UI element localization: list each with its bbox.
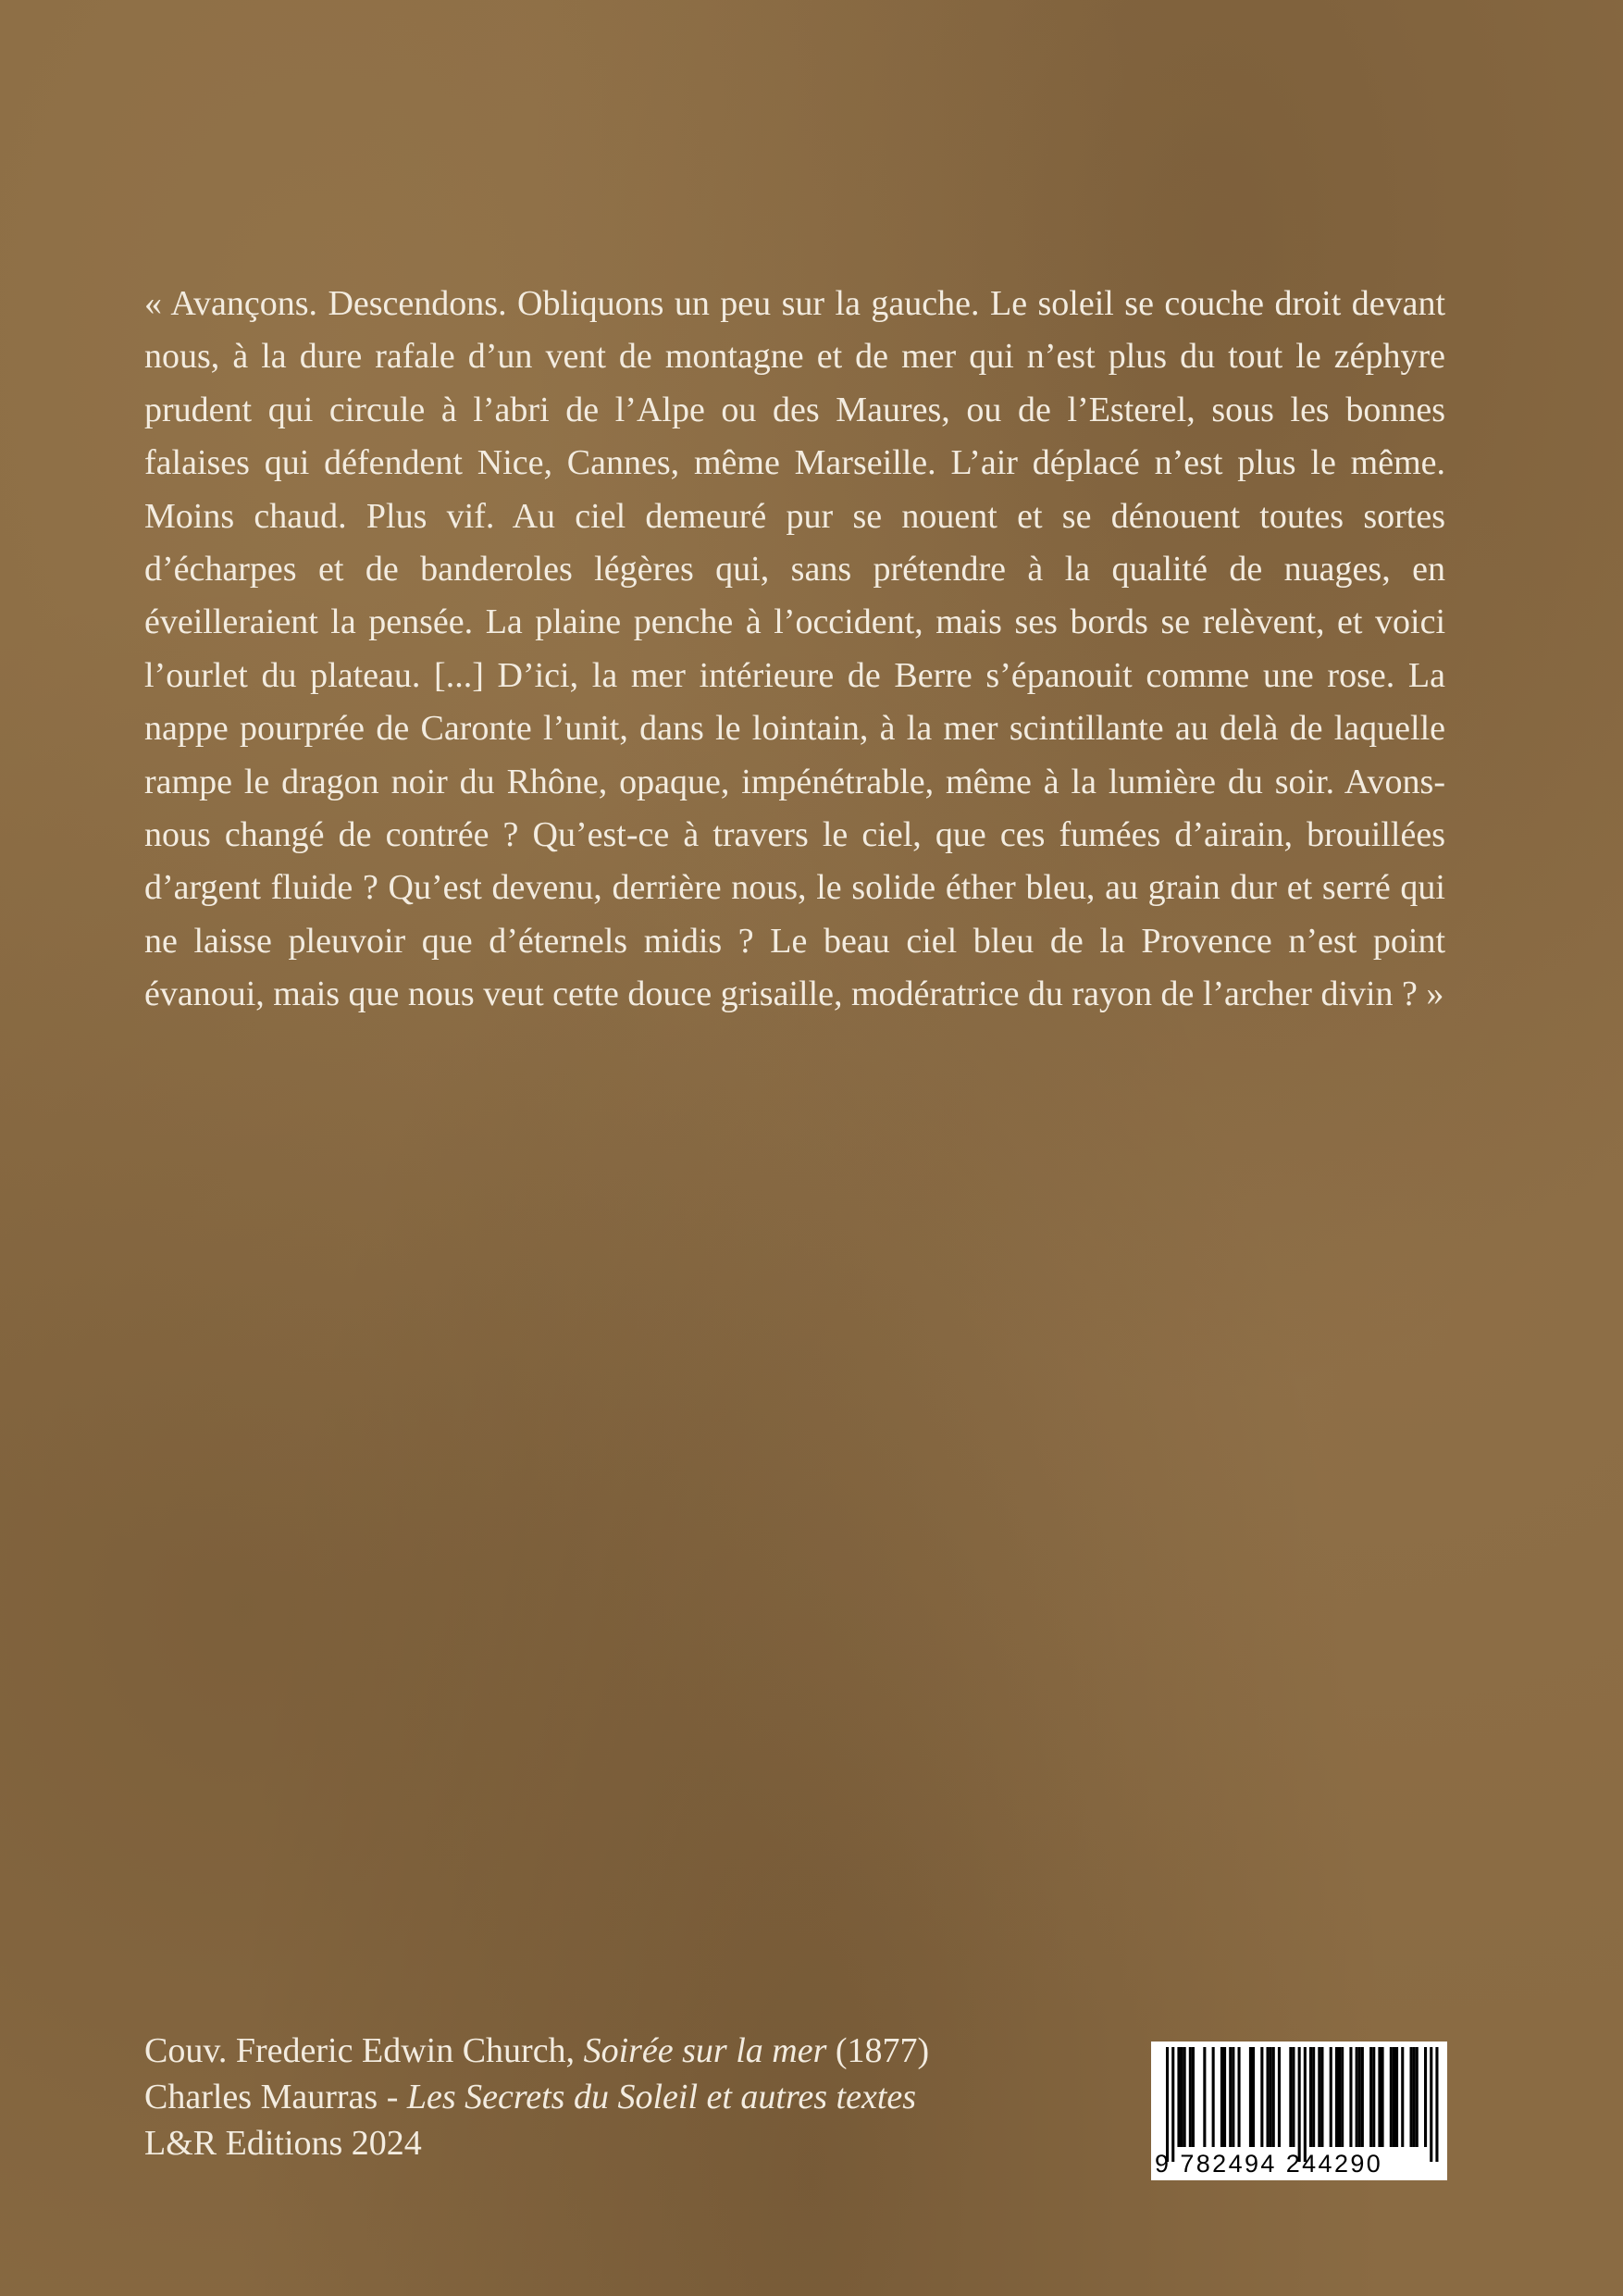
isbn-digits: 9 782494 244290	[1155, 2150, 1383, 2178]
cover-credit-prefix: Couv. Frederic Edwin Church,	[144, 2031, 584, 2070]
barcode-bar-2	[1177, 2047, 1180, 2147]
barcode-bar-20	[1278, 2047, 1281, 2147]
barcode-bar-48	[1424, 2047, 1427, 2147]
book-title: Les Secrets du Soleil et autres textes	[406, 2078, 917, 2116]
barcode-bar-37	[1369, 2047, 1372, 2147]
barcode-bar-19	[1272, 2047, 1275, 2147]
publisher-line: L&R Editions 2024	[144, 2124, 422, 2163]
barcode-bar-45	[1410, 2047, 1413, 2147]
cover-painting-year: (1877)	[826, 2031, 930, 2070]
barcode-bar-3	[1181, 2047, 1183, 2147]
barcode-bar-40	[1381, 2047, 1384, 2147]
barcode-bar-44	[1401, 2047, 1404, 2147]
barcode-bar-6	[1192, 2047, 1195, 2147]
barcode-bar-14	[1249, 2047, 1252, 2147]
barcode-bar-28	[1320, 2047, 1323, 2147]
barcode-bar-43	[1395, 2047, 1398, 2147]
barcode-bar-10	[1223, 2047, 1226, 2147]
barcode-bar-5	[1189, 2047, 1192, 2147]
barcode-bar-36	[1361, 2047, 1364, 2147]
barcode-bar-23	[1298, 2047, 1301, 2162]
barcode-bar-4	[1183, 2047, 1186, 2147]
barcode-bar-49	[1430, 2047, 1432, 2162]
cover-credit	[144, 2028, 929, 2074]
barcode-bar-27	[1318, 2047, 1320, 2147]
barcode-bar-22	[1292, 2047, 1295, 2147]
barcode-bar-34	[1356, 2047, 1358, 2147]
barcode-bar-41	[1390, 2047, 1393, 2147]
barcode-bar-24	[1304, 2047, 1307, 2162]
barcode-bar-30	[1335, 2047, 1338, 2147]
barcode-bar-8	[1212, 2047, 1215, 2147]
author-title-line	[144, 2074, 929, 2120]
barcode-bar-25	[1309, 2047, 1312, 2147]
barcode-bar-21	[1289, 2047, 1292, 2147]
barcode-bar-17	[1267, 2047, 1270, 2147]
barcode-bar-9	[1220, 2047, 1223, 2147]
barcode-bar-33	[1349, 2047, 1352, 2147]
barcode-bar-13	[1238, 2047, 1241, 2147]
barcode-bar-31	[1338, 2047, 1341, 2147]
barcode-bar-32	[1341, 2047, 1344, 2147]
barcode-bar-1	[1171, 2047, 1174, 2162]
isbn-barcode	[1151, 2042, 1447, 2180]
barcode-bar-15	[1252, 2047, 1255, 2147]
barcode-bar-29	[1330, 2047, 1332, 2147]
author-name: Charles Maurras -	[144, 2078, 407, 2116]
credits-block	[144, 2028, 929, 2166]
barcode-bar-26	[1312, 2047, 1315, 2147]
barcode-bar-12	[1232, 2047, 1234, 2147]
barcode-bar-39	[1378, 2047, 1381, 2147]
barcode-bar-7	[1203, 2047, 1206, 2147]
barcode-bar-50	[1435, 2047, 1438, 2162]
barcode-bar-0	[1166, 2047, 1169, 2162]
barcode-bar-42	[1393, 2047, 1395, 2147]
barcode-bar-47	[1416, 2047, 1419, 2147]
barcode-bar-18	[1270, 2047, 1272, 2147]
barcode-bar-35	[1358, 2047, 1361, 2147]
cover-painting-title: Soirée sur la mer	[583, 2031, 827, 2070]
barcode-bar-16	[1260, 2047, 1263, 2147]
barcode-bar-46	[1413, 2047, 1416, 2147]
barcode-bar-38	[1372, 2047, 1375, 2147]
back-cover-quote: « Avançons. Descendons. Obliquons un peu sur la gauche. Le soleil se couche droit devant nous, à la dure rafale d’un vent de montagne et de mer qui n’est plus du tout le zéphyre prudent qui circule à l’abri de l’Alpe ou des Maures, ou de l’Esterel, sous les bonnes falaises qui défendent Nice, Cannes, même Marseille. L’air déplacé n’est plus le même. Moins chaud. Plus vif. Au ciel demeuré pur se nouent et se dénouent toutes sortes d’écharpes et de banderoles légères qui, sans prétendre à la qualité de nuages, en éveilleraient la pensée. La plaine penche à l’occident, mais ses bords se relèvent, et voici l’ourlet du plateau. [...] D’ici, la mer intérieure de Berre s’épanouit comme une rose. La nappe pourprée de Caronte l’unit, dans le lointain, à la mer scintillante au delà de laquelle rampe le dragon noir du Rhône, opaque, impénétrable, même à la lumière du soir. Avons-nous changé de contrée ? Qu’est-ce à travers le ciel, que ces fumées d’airain, brouillées d’argent fluide ? Qu’est devenu, derrière nous, le solide éther bleu, au grain dur et serré qui ne laisse pleuvoir que d’éternels midis ? Le beau ciel bleu de la Provence n’est point évanoui, mais que nous veut cette douce grisaille, modératrice du rayon de l’archer divin ? »	[144, 284, 1445, 1014]
barcode-bar-11	[1229, 2047, 1232, 2147]
